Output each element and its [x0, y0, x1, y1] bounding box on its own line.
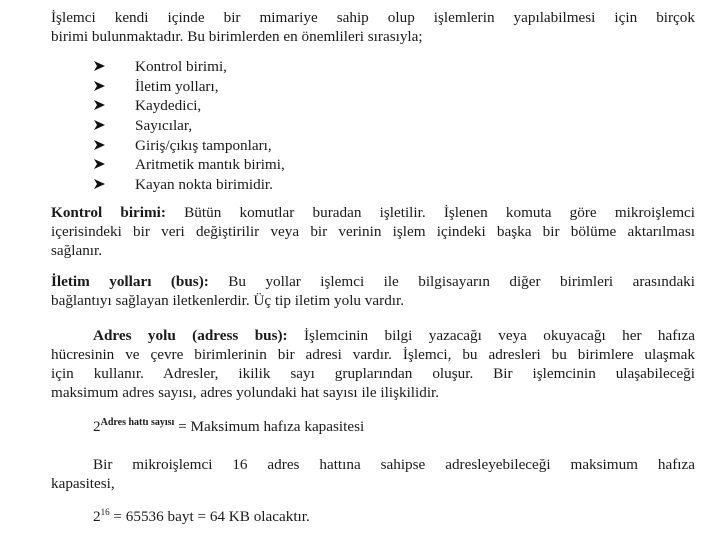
intro-paragraph: [51, 8, 695, 46]
result-rest: = 65536 bayt = 64 KB olacaktır.: [109, 508, 310, 525]
address-bus-text-1: İşlemcinin bilgi yazacağı veya okuyacağı her hafıza: [287, 327, 695, 344]
control-unit-line-3: sağlanır.: [51, 242, 103, 259]
formula-base: 2: [93, 418, 101, 435]
buses-line-2: bağlantıyı sağlayan iletkenlerdir. Üç tip iletim yolu vardır.: [51, 292, 405, 309]
list-item: [93, 96, 493, 116]
arrow-bullet-icon: [93, 96, 107, 115]
address-bus-line-2: hücresinin ve çevre birimlerinin bir adresi vardır. İşlemci, bu adresleri bu birimlere ulaşmak: [51, 346, 695, 363]
list-item-label: Kayan nokta birimidir.: [135, 176, 273, 194]
buses-paragraph: [51, 272, 695, 310]
arrow-bullet-icon: [93, 57, 107, 76]
address-bus-line-1: [51, 326, 695, 345]
list-item-label: Aritmetik mantık birimi,: [135, 156, 285, 174]
result-base: 2: [93, 508, 101, 525]
address-bus-line-3: için kullanır. Adresler, ikilik sayı gruplarından oluşur. Bir işlemcinin ulaşabileceği: [51, 365, 695, 382]
list-item-label: Kontrol birimi,: [135, 58, 227, 75]
formula-exponent: Adres hattı sayısı: [100, 417, 175, 428]
address-bus-term: Adres yolu (adress bus):: [93, 327, 288, 344]
arrow-bullet-icon: [93, 175, 107, 194]
arrow-bullet-icon: [93, 77, 107, 96]
example-line-2: kapasitesi,: [51, 475, 115, 492]
result-formula: [93, 508, 310, 526]
control-unit-line-2: içerisindeki bir veri değiştirilir veya bir verinin işlem içindeki başka bir bölüme aktarılması: [51, 223, 695, 240]
buses-term: İletim yolları (bus):: [51, 273, 209, 290]
list-item-label: Kaydedici,: [135, 97, 202, 115]
capacity-formula: [93, 418, 364, 436]
control-unit-term: Kontrol birimi:: [51, 204, 166, 221]
control-unit-text-1: Bütün komutlar buradan işletilir. İşlenen komuta göre mikroişlemci: [165, 204, 695, 221]
list-item: [93, 155, 493, 175]
control-unit-line-1: [51, 203, 695, 222]
units-list: [93, 57, 493, 195]
example-paragraph: [51, 455, 695, 493]
buses-text-1: Bu yollar işlemci ile bilgisayarın diğer birimleri arasındaki: [208, 273, 695, 290]
list-item: [93, 77, 493, 97]
control-unit-paragraph: [51, 203, 695, 260]
list-item: [93, 136, 493, 156]
formula-rest: = Maksimum hafıza kapasitesi: [174, 418, 365, 435]
list-item: [93, 116, 493, 136]
intro-line-1: İşlemci kendi içinde bir mimariye sahip olup işlemlerin yapılabilmesi için birçok: [51, 9, 695, 26]
arrow-bullet-icon: [93, 136, 107, 155]
arrow-bullet-icon: [93, 155, 107, 174]
arrow-bullet-icon: [93, 116, 107, 135]
address-bus-paragraph: [51, 326, 695, 402]
list-item: [93, 57, 493, 77]
list-item-label: Giriş/çıkış tamponları,: [135, 136, 272, 154]
result-exponent: 16: [100, 507, 110, 517]
list-item-label: Sayıcılar,: [135, 117, 193, 135]
address-bus-line-4: maksimum adres sayısı, adres yolundaki hat sayısı ile ilişkilidir.: [51, 384, 440, 401]
example-line-1: Bir mikroişlemci 16 adres hattına sahipse adresleyebileceği maksimum hafıza: [93, 456, 695, 473]
buses-line-1: [51, 272, 695, 291]
list-item-label: İletim yolları,: [135, 77, 219, 95]
intro-line-2: birimi bulunmaktadır. Bu birimlerden en önemlileri sırasıyla;: [51, 28, 423, 45]
list-item: [93, 175, 493, 195]
